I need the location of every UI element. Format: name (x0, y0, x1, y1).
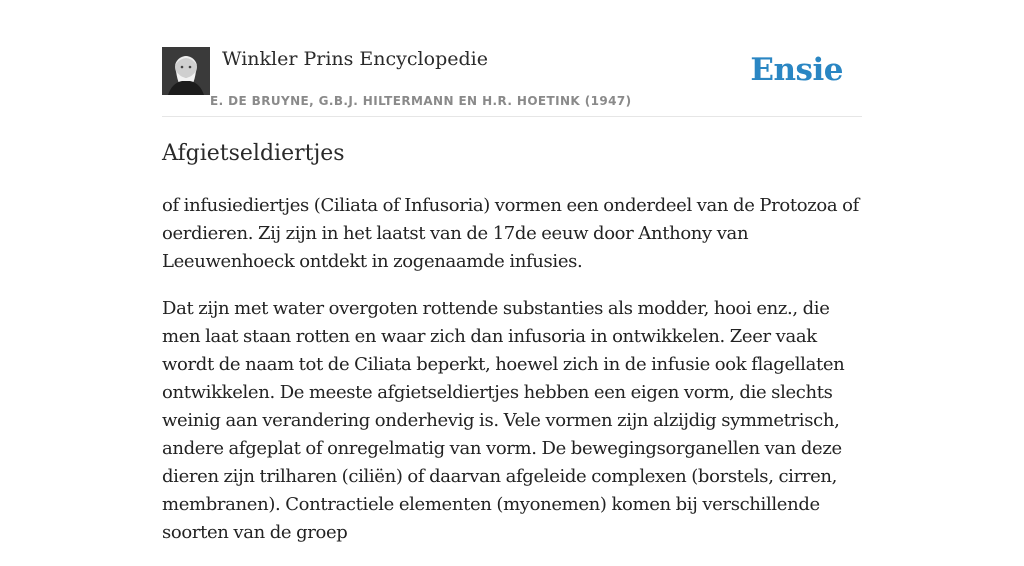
authors-line: E. DE BRUYNE, G.B.J. HILTERMANN EN H.R. HOETINK (1947) (210, 94, 632, 108)
page (162, 0, 862, 543)
article-paragraph-1: of infusiediertjes (Ciliata of Infusoria) vormen een onderdeel van de Protozoa of oerdieren. Zij zijn in het laatst van de 17de eeuw door Anthony van Leeuwenhoeck ontdekt in zogenaamde infusies. (162, 195, 859, 272)
article-body (162, 192, 862, 566)
brand-logo[interactable]: Ensie (750, 52, 843, 88)
encyclopedia-title[interactable]: Winkler Prins Encyclopedie (222, 48, 488, 70)
article-paragraph-2: Dat zijn met water overgoten rottende substanties als modder, hooi enz., die men laat staan rotten en waar zich dan infusoria in ontwikkelen. Zeer vaak wordt de naam tot de Ciliata beperkt, hoewel zich in de infusie ook flagellaten ontwikkelen. De meeste afgietseldiertjes hebben een eigen vorm, die slechts weinig aan verandering onderhevig is. Vele vormen zijn alzijdig symmetrisch, andere afgeplat of onregelmatig van vorm. De bewegingsorganellen van deze dieren zijn trilharen (ciliën) of daarvan afgeleide complexen (borstels, cirren, membranen). Contractiele elementen (myonemen) komen bij verschillende soorten van de groep (162, 298, 845, 543)
portrait-image (162, 47, 210, 95)
source-header (162, 45, 862, 117)
article-title: Afgietseldiertjes (162, 141, 345, 166)
author-avatar (162, 47, 210, 95)
